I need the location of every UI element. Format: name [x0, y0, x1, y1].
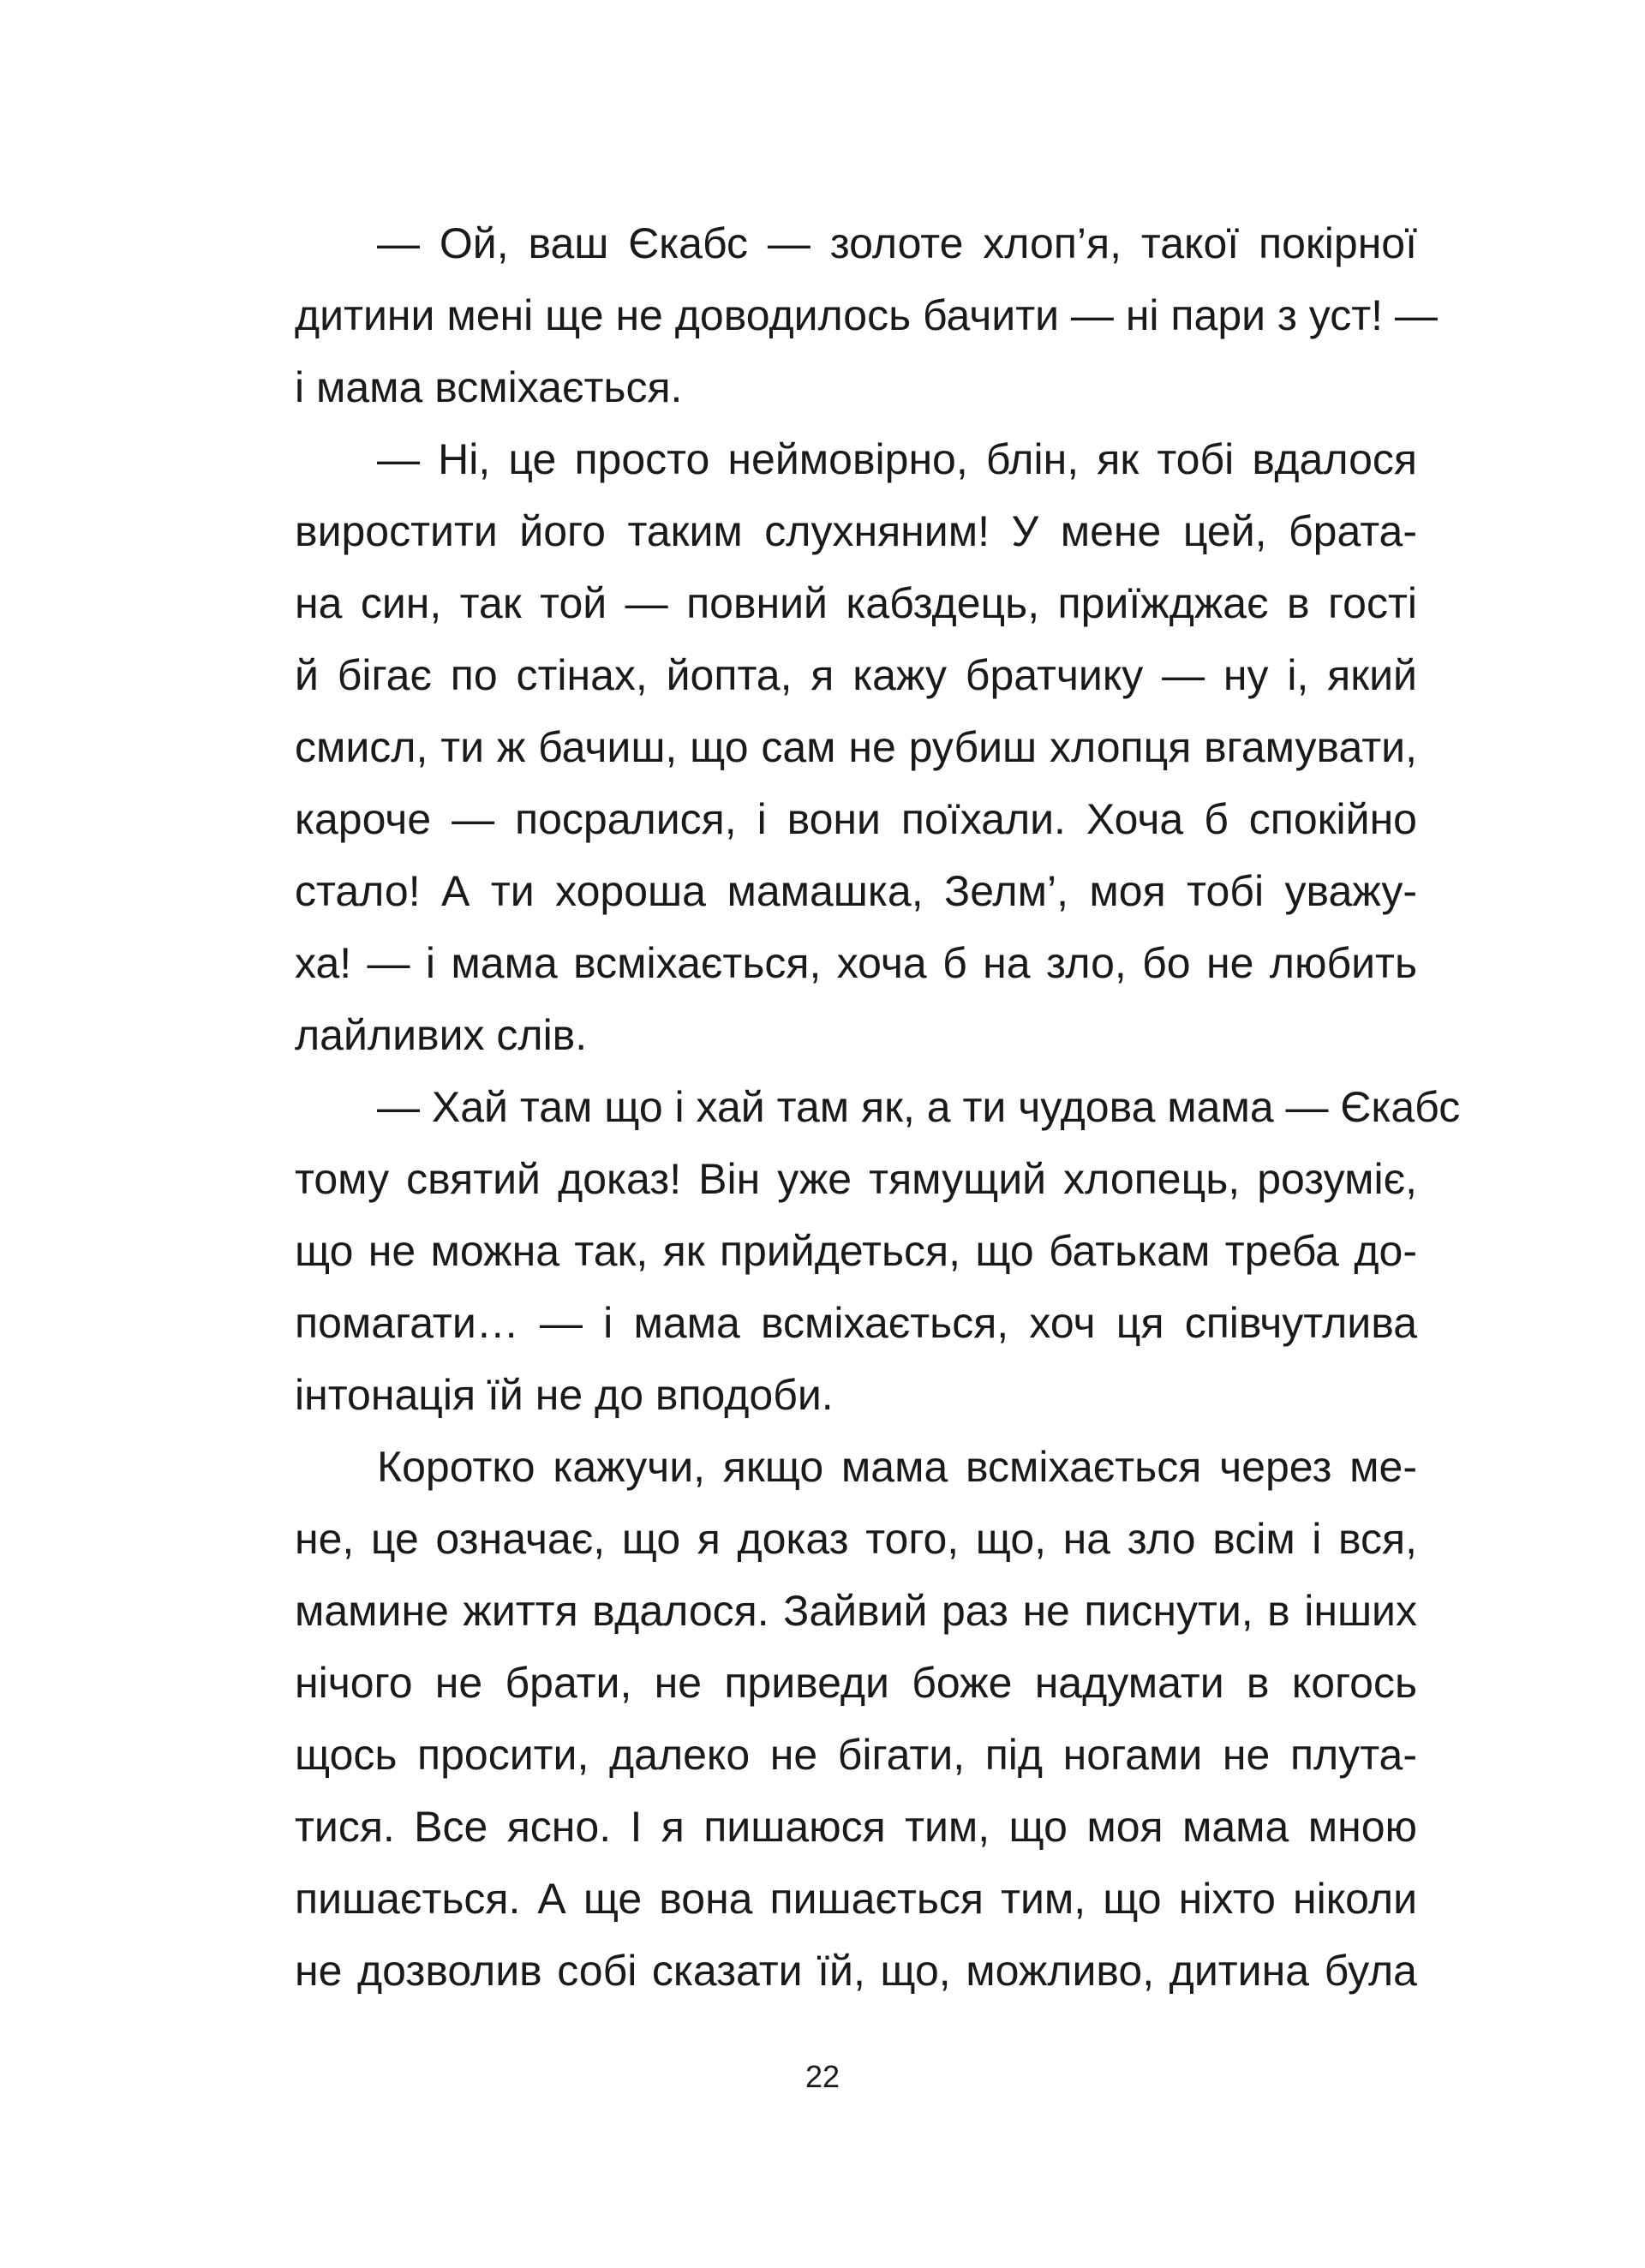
page-number: 22: [805, 2059, 840, 2094]
text-line: — Ой, ваш Єкабс — золоте хлоп’я, такої покірної: [377, 219, 1417, 267]
text-line: дитини мені ще не доводилось бачити — ні пари з уст! —: [295, 291, 1438, 339]
text-line: інтонація їй не до вподоби.: [295, 1371, 834, 1419]
text-line: Коротко кажучи, якщо мама всміхається через ме-: [377, 1443, 1417, 1491]
text-line: на син, так той — повний кабздець, приїжджає в гості: [295, 579, 1417, 627]
text-line: пишається. А ще вона пишається тим, що ніхто ніколи: [295, 1875, 1417, 1923]
text-line: тому святий доказ! Він уже тямущий хлопець, розуміє,: [295, 1155, 1417, 1203]
text-line: ха! — і мама всміхається, хоча б на зло, бо не любить: [295, 939, 1417, 987]
text-line: тися. Все ясно. І я пишаюся тим, що моя мама мною: [295, 1803, 1417, 1851]
text-line: мамине життя вдалося. Зайвий раз не писнути, в інших: [295, 1587, 1417, 1635]
text-line: стало! А ти хороша мамашка, Зелм’, моя тобі уважу-: [295, 867, 1417, 915]
text-line: виростити його таким слухняним! У мене цей, брата-: [295, 507, 1417, 555]
text-line: щось просити, далеко не бігати, під ногами не плута-: [295, 1731, 1417, 1779]
text-line: не дозволив собі сказати їй, що, можливо, дитина була: [295, 1947, 1417, 1995]
text-line: і мама всміхається.: [295, 363, 683, 411]
text-line: — Ні, це просто неймовірно, блін, як тобі вдалося: [377, 435, 1417, 483]
text-line: нічого не брати, не приведи боже надумати в когось: [295, 1659, 1417, 1707]
text-line: лайливих слів.: [295, 1011, 588, 1059]
text-line: кароче — посралися, і вони поїхали. Хоча б спокійно: [295, 795, 1417, 843]
text-line: не, це означає, що я доказ того, що, на зло всім і вся,: [295, 1515, 1417, 1563]
text-line: — Хай там що і хай там як, а ти чудова мама — Єкабс: [377, 1083, 1461, 1131]
body-text: [295, 207, 1461, 2007]
text-line: й бігає по стінах, йопта, я кажу братчику — ну і, який: [295, 651, 1417, 699]
text-line: помагати… — і мама всміхається, хоч ця співчутлива: [295, 1299, 1417, 1347]
text-line: смисл, ти ж бачиш, що сам не рубиш хлопця вгамувати,: [295, 723, 1417, 771]
text-line: що не можна так, як прийдеться, що батькам треба до-: [295, 1227, 1417, 1275]
